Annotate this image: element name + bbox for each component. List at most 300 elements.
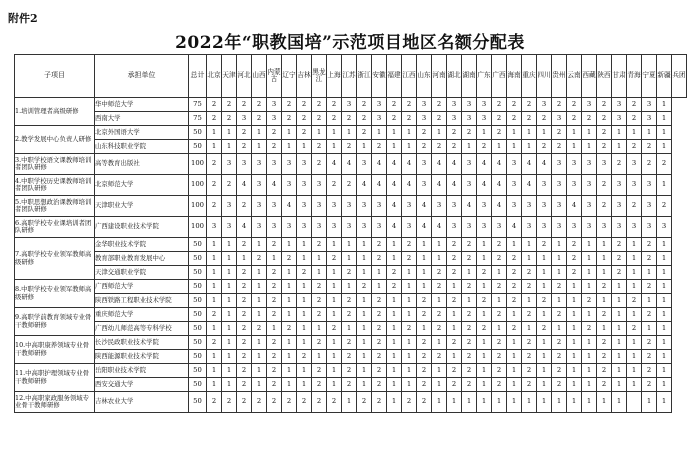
quota-cell: 2 <box>267 308 282 322</box>
quota-cell: 1 <box>252 238 267 252</box>
quota-cell: 3 <box>297 154 312 175</box>
quota-cell: 3 <box>222 196 237 217</box>
header-region <box>657 55 672 98</box>
quota-cell: 2 <box>432 350 447 364</box>
quota-cell: 1 <box>357 378 372 392</box>
header-region <box>477 55 492 98</box>
allocation-table <box>14 54 687 413</box>
header-region <box>552 55 567 98</box>
quota-cell: 1 <box>402 140 417 154</box>
quota-cell: 2 <box>342 112 357 126</box>
quota-cell: 1 <box>207 364 222 378</box>
quota-cell: 2 <box>567 266 582 280</box>
table-row <box>15 140 687 154</box>
quota-cell: 1 <box>342 280 357 294</box>
quota-cell: 1 <box>357 266 372 280</box>
quota-cell: 2 <box>552 350 567 364</box>
quota-cell: 1 <box>567 336 582 350</box>
quota-cell: 2 <box>267 266 282 280</box>
quota-cell: 2 <box>447 126 462 140</box>
quota-cell: 2 <box>342 378 357 392</box>
quota-cell: 2 <box>627 196 642 217</box>
quota-cell: 4 <box>537 154 552 175</box>
quota-cell: 1 <box>597 294 612 308</box>
quota-cell: 1 <box>222 266 237 280</box>
quota-cell: 2 <box>417 378 432 392</box>
quota-cell: 1 <box>417 252 432 266</box>
quota-cell: 4 <box>327 154 342 175</box>
quota-cell: 1 <box>327 266 342 280</box>
quota-cell: 2 <box>642 350 657 364</box>
quota-cell: 3 <box>537 196 552 217</box>
quota-cell: 3 <box>462 175 477 196</box>
quota-cell: 1 <box>567 140 582 154</box>
project-cell: 1.培训管理者高级研修 <box>15 98 95 126</box>
quota-cell: 2 <box>552 336 567 350</box>
quota-cell: 3 <box>552 217 567 238</box>
quota-cell: 1 <box>537 364 552 378</box>
header-region <box>507 55 522 98</box>
quota-cell: 2 <box>567 252 582 266</box>
quota-cell: 1 <box>282 266 297 280</box>
quota-cell: 1 <box>552 266 567 280</box>
quota-cell: 2 <box>207 392 222 413</box>
quota-cell: 2 <box>297 392 312 413</box>
quota-cell: 1 <box>297 364 312 378</box>
quota-cell: 2 <box>642 154 657 175</box>
quota-cell: 2 <box>537 294 552 308</box>
quota-cell: 2 <box>462 378 477 392</box>
quota-cell: 1 <box>327 378 342 392</box>
quota-cell: 1 <box>582 140 597 154</box>
quota-cell: 1 <box>627 336 642 350</box>
quota-cell: 2 <box>552 126 567 140</box>
quota-cell: 2 <box>462 336 477 350</box>
quota-cell: 1 <box>387 322 402 336</box>
quota-cell: 1 <box>252 364 267 378</box>
quota-cell: 1 <box>342 252 357 266</box>
quota-cell: 3 <box>462 98 477 112</box>
quota-cell: 2 <box>237 308 252 322</box>
unit-cell: 吉林农业大学 <box>95 392 189 413</box>
quota-cell: 1 <box>567 280 582 294</box>
header-region-label: 福建 <box>387 71 401 80</box>
quota-cell: 3 <box>657 217 672 238</box>
quota-cell: 2 <box>417 308 432 322</box>
quota-cell: 4 <box>237 175 252 196</box>
quota-cell: 2 <box>477 294 492 308</box>
quota-cell: 3 <box>642 112 657 126</box>
quota-cell: 2 <box>207 175 222 196</box>
header-region-label: 新疆 <box>657 71 671 80</box>
quota-cell: 1 <box>477 238 492 252</box>
quota-cell: 3 <box>447 98 462 112</box>
quota-cell: 3 <box>327 217 342 238</box>
table-row <box>15 392 687 413</box>
quota-cell: 2 <box>222 98 237 112</box>
quota-cell: 2 <box>597 196 612 217</box>
quota-cell: 1 <box>462 266 477 280</box>
quota-cell: 2 <box>507 322 522 336</box>
quota-cell: 3 <box>447 217 462 238</box>
quota-cell: 2 <box>372 350 387 364</box>
quota-cell: 3 <box>462 154 477 175</box>
quota-cell: 4 <box>387 196 402 217</box>
quota-cell: 1 <box>522 294 537 308</box>
quota-cell: 2 <box>597 140 612 154</box>
quota-cell: 4 <box>567 196 582 217</box>
quota-cell: 1 <box>222 308 237 322</box>
table-row <box>15 196 687 217</box>
quota-cell: 1 <box>582 336 597 350</box>
quota-cell: 1 <box>627 252 642 266</box>
quota-cell: 1 <box>222 140 237 154</box>
quota-cell: 4 <box>237 217 252 238</box>
quota-cell: 2 <box>462 252 477 266</box>
quota-cell: 3 <box>297 217 312 238</box>
quota-cell: 1 <box>657 364 672 378</box>
quota-cell: 1 <box>552 294 567 308</box>
quota-cell: 2 <box>492 238 507 252</box>
quota-cell: 2 <box>237 350 252 364</box>
quota-cell: 1 <box>612 378 627 392</box>
quota-cell: 2 <box>342 266 357 280</box>
quota-cell: 2 <box>312 280 327 294</box>
quota-cell: 3 <box>282 217 297 238</box>
quota-cell: 3 <box>642 196 657 217</box>
quota-cell: 2 <box>612 266 627 280</box>
unit-cell: 天津交通职业学院 <box>95 266 189 280</box>
quota-cell: 1 <box>462 294 477 308</box>
quota-cell: 1 <box>642 266 657 280</box>
quota-cell: 3 <box>402 217 417 238</box>
quota-cell: 3 <box>582 175 597 196</box>
quota-cell: 1 <box>297 140 312 154</box>
quota-cell: 2 <box>612 252 627 266</box>
quota-cell: 2 <box>312 294 327 308</box>
header-region <box>597 55 612 98</box>
quota-cell: 2 <box>642 364 657 378</box>
quota-cell: 1 <box>207 126 222 140</box>
quota-cell: 3 <box>267 196 282 217</box>
header-total: 总计 <box>189 55 207 98</box>
quota-cell: 1 <box>657 350 672 364</box>
table-row <box>15 238 687 252</box>
quota-cell: 1 <box>597 392 612 413</box>
quota-cell: 2 <box>432 98 447 112</box>
quota-cell: 4 <box>342 154 357 175</box>
quota-cell: 1 <box>387 392 402 413</box>
quota-cell: 1 <box>477 364 492 378</box>
quota-cell: 1 <box>237 252 252 266</box>
quota-cell: 1 <box>657 175 672 196</box>
quota-cell: 1 <box>537 266 552 280</box>
quota-cell: 2 <box>477 322 492 336</box>
quota-cell: 2 <box>357 126 372 140</box>
quota-cell: 1 <box>477 392 492 413</box>
header-region <box>372 55 387 98</box>
quota-cell: 2 <box>522 266 537 280</box>
quota-cell: 1 <box>657 378 672 392</box>
quota-cell: 2 <box>582 294 597 308</box>
quota-cell: 2 <box>492 308 507 322</box>
quota-cell: 1 <box>327 308 342 322</box>
unit-cell: 北京外国语大学 <box>95 126 189 140</box>
table-row <box>15 336 687 350</box>
quota-cell: 3 <box>282 154 297 175</box>
quota-cell: 1 <box>507 378 522 392</box>
quota-cell: 3 <box>342 217 357 238</box>
quota-cell: 2 <box>492 126 507 140</box>
quota-cell: 1 <box>402 364 417 378</box>
quota-cell: 2 <box>402 238 417 252</box>
quota-cell: 1 <box>507 308 522 322</box>
quota-cell: 1 <box>282 280 297 294</box>
quota-cell: 1 <box>387 252 402 266</box>
quota-cell: 2 <box>312 238 327 252</box>
quota-cell: 2 <box>402 112 417 126</box>
quota-cell: 1 <box>552 252 567 266</box>
quota-cell: 1 <box>477 126 492 140</box>
quota-cell: 2 <box>627 140 642 154</box>
quota-cell: 1 <box>657 392 672 413</box>
quota-cell: 2 <box>402 252 417 266</box>
quota-cell: 2 <box>237 266 252 280</box>
quota-cell: 1 <box>627 350 642 364</box>
quota-cell: 1 <box>282 238 297 252</box>
quota-cell: 1 <box>282 140 297 154</box>
quota-cell: 1 <box>492 140 507 154</box>
quota-cell: 2 <box>312 112 327 126</box>
quota-cell: 1 <box>582 350 597 364</box>
quota-cell: 2 <box>582 112 597 126</box>
quota-cell: 1 <box>207 294 222 308</box>
quota-cell: 2 <box>267 364 282 378</box>
quota-cell: 1 <box>402 126 417 140</box>
quota-cell: 2 <box>342 364 357 378</box>
quota-cell: 2 <box>447 266 462 280</box>
quota-cell: 1 <box>252 140 267 154</box>
quota-cell: 2 <box>387 280 402 294</box>
total-cell: 75 <box>189 112 207 126</box>
quota-cell: 1 <box>537 392 552 413</box>
quota-cell: 1 <box>222 322 237 336</box>
quota-cell: 1 <box>597 252 612 266</box>
quota-cell: 2 <box>387 112 402 126</box>
quota-cell: 2 <box>372 364 387 378</box>
quota-cell: 3 <box>492 217 507 238</box>
quota-cell: 1 <box>582 308 597 322</box>
header-region <box>387 55 402 98</box>
project-cell: 9.高职学前教育领域专业骨干教师研修 <box>15 308 95 336</box>
quota-cell: 3 <box>642 217 657 238</box>
attachment-label: 附件2 <box>8 12 38 25</box>
quota-cell: 1 <box>222 126 237 140</box>
quota-cell: 1 <box>597 238 612 252</box>
quota-cell: 2 <box>642 280 657 294</box>
quota-cell: 2 <box>252 392 267 413</box>
quota-cell: 4 <box>492 154 507 175</box>
quota-cell: 2 <box>342 140 357 154</box>
quota-cell: 4 <box>477 175 492 196</box>
quota-cell: 1 <box>447 308 462 322</box>
quota-cell: 2 <box>372 322 387 336</box>
header-region <box>237 55 252 98</box>
quota-cell: 3 <box>402 196 417 217</box>
quota-cell: 2 <box>282 392 297 413</box>
quota-cell: 1 <box>642 126 657 140</box>
quota-cell: 2 <box>462 322 477 336</box>
total-cell: 50 <box>189 140 207 154</box>
header-region <box>342 55 357 98</box>
quota-cell: 4 <box>417 217 432 238</box>
quota-cell: 3 <box>627 154 642 175</box>
quota-cell: 1 <box>372 280 387 294</box>
quota-cell: 2 <box>237 322 252 336</box>
quota-cell: 3 <box>327 196 342 217</box>
header-region <box>462 55 477 98</box>
quota-cell: 1 <box>282 294 297 308</box>
quota-cell: 2 <box>207 112 222 126</box>
quota-cell: 1 <box>552 322 567 336</box>
header-region-label: 云南 <box>567 71 581 80</box>
table-row <box>15 350 687 364</box>
quota-cell: 2 <box>447 238 462 252</box>
unit-cell: 金华职业技术学院 <box>95 238 189 252</box>
total-cell: 50 <box>189 308 207 322</box>
quota-cell: 3 <box>522 217 537 238</box>
quota-cell: 2 <box>507 266 522 280</box>
header-region-label: 西藏 <box>582 71 596 80</box>
quota-cell: 2 <box>552 98 567 112</box>
quota-cell: 1 <box>312 322 327 336</box>
quota-cell: 3 <box>417 154 432 175</box>
unit-cell: 重庆师范大学 <box>95 308 189 322</box>
quota-cell: 2 <box>417 294 432 308</box>
quota-cell: 2 <box>417 126 432 140</box>
header-region <box>672 55 687 98</box>
quota-cell: 2 <box>462 308 477 322</box>
quota-cell: 2 <box>282 252 297 266</box>
header-region-label: 四川 <box>537 71 551 80</box>
quota-cell: 1 <box>492 266 507 280</box>
quota-cell: 2 <box>597 126 612 140</box>
header-region-label: 甘肃 <box>612 71 626 80</box>
quota-cell: 1 <box>297 378 312 392</box>
quota-cell: 2 <box>312 98 327 112</box>
quota-cell: 2 <box>552 364 567 378</box>
quota-cell: 1 <box>222 336 237 350</box>
quota-cell: 2 <box>312 140 327 154</box>
quota-cell: 1 <box>537 336 552 350</box>
total-cell: 50 <box>189 294 207 308</box>
quota-cell: 1 <box>657 112 672 126</box>
quota-cell: 2 <box>327 322 342 336</box>
quota-cell: 2 <box>567 238 582 252</box>
quota-cell: 1 <box>387 294 402 308</box>
quota-cell: 3 <box>507 154 522 175</box>
total-cell: 75 <box>189 98 207 112</box>
quota-cell: 1 <box>612 392 627 413</box>
header-region <box>627 55 642 98</box>
quota-cell: 2 <box>612 154 627 175</box>
table-row <box>15 175 687 196</box>
quota-cell: 3 <box>552 175 567 196</box>
header-region-label: 上海 <box>327 71 341 80</box>
quota-cell: 4 <box>417 196 432 217</box>
quota-cell: 2 <box>342 350 357 364</box>
quota-cell: 3 <box>417 112 432 126</box>
quota-cell: 1 <box>627 266 642 280</box>
quota-cell: 1 <box>507 336 522 350</box>
quota-cell: 1 <box>492 322 507 336</box>
quota-cell: 1 <box>252 126 267 140</box>
quota-cell: 2 <box>387 98 402 112</box>
quota-cell: 2 <box>372 378 387 392</box>
quota-cell: 2 <box>477 266 492 280</box>
quota-cell: 1 <box>507 238 522 252</box>
quota-cell: 2 <box>447 294 462 308</box>
quota-cell: 3 <box>342 196 357 217</box>
quota-cell: 1 <box>627 126 642 140</box>
quota-cell: 2 <box>372 140 387 154</box>
quota-cell: 1 <box>252 378 267 392</box>
quota-cell: 2 <box>297 112 312 126</box>
quota-cell: 1 <box>387 238 402 252</box>
quota-cell: 1 <box>207 280 222 294</box>
quota-cell: 2 <box>597 336 612 350</box>
quota-cell: 1 <box>327 336 342 350</box>
quota-cell: 2 <box>267 238 282 252</box>
project-cell: 3.中职学校语文课教师培训者团队研修 <box>15 154 95 175</box>
project-cell: 5.中职思想政治课教师培训者团队研修 <box>15 196 95 217</box>
unit-cell: 广西师范大学 <box>95 280 189 294</box>
table-row <box>15 280 687 294</box>
quota-cell: 3 <box>267 217 282 238</box>
quota-cell: 3 <box>312 217 327 238</box>
header-region <box>282 55 297 98</box>
quota-cell: 1 <box>327 126 342 140</box>
header-region-label: 重庆 <box>522 71 536 80</box>
quota-cell: 2 <box>267 140 282 154</box>
quota-cell: 2 <box>417 140 432 154</box>
header-region <box>537 55 552 98</box>
quota-cell: 1 <box>657 98 672 112</box>
quota-cell: 2 <box>537 322 552 336</box>
quota-cell <box>627 392 642 413</box>
quota-cell: 2 <box>492 280 507 294</box>
quota-cell: 1 <box>222 350 237 364</box>
quota-cell: 4 <box>387 175 402 196</box>
quota-cell: 1 <box>657 126 672 140</box>
quota-cell: 2 <box>252 322 267 336</box>
header-region-label: 内蒙古 <box>267 67 281 83</box>
quota-cell: 2 <box>462 238 477 252</box>
quota-cell: 1 <box>372 266 387 280</box>
project-cell: 11.中高职护理领域专业骨干教师研修 <box>15 364 95 392</box>
quota-cell: 1 <box>327 350 342 364</box>
table-row <box>15 217 687 238</box>
quota-cell: 4 <box>357 175 372 196</box>
quota-cell: 2 <box>642 140 657 154</box>
header-region-label: 天津 <box>222 71 236 80</box>
quota-cell: 1 <box>432 294 447 308</box>
quota-cell: 2 <box>657 154 672 175</box>
quota-cell: 2 <box>462 280 477 294</box>
quota-cell: 1 <box>537 308 552 322</box>
quota-cell: 1 <box>357 336 372 350</box>
quota-cell: 3 <box>237 112 252 126</box>
